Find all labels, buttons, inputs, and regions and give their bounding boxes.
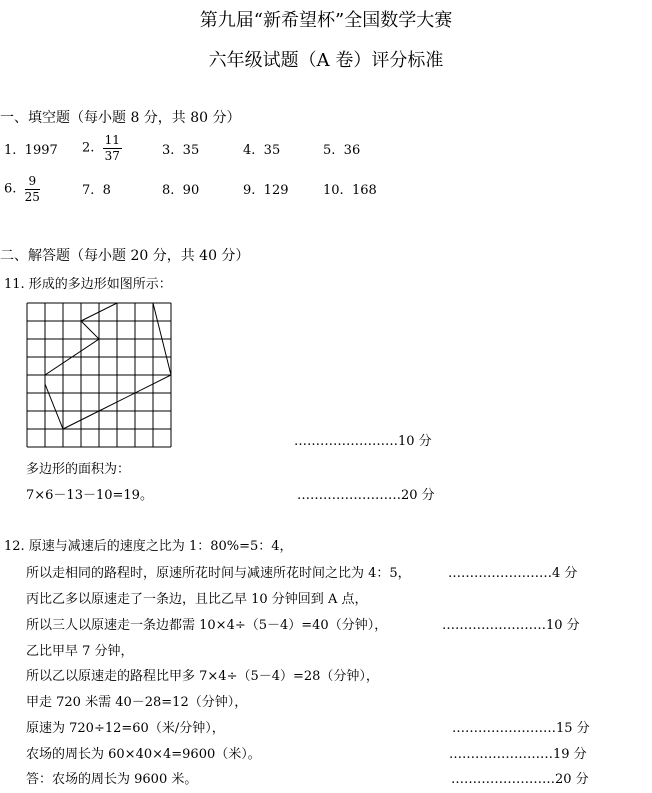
- q12-score: ……………………19 分: [449, 747, 587, 762]
- q12-line: 丙比乙多以原速走了一条边，且比乙早 10 分钟回到 A 点，: [26, 592, 368, 607]
- q12-score: ……………………20 分: [451, 772, 589, 787]
- answer-6: 6. $\frac{9}{25}$: [4, 174, 40, 204]
- answer-4: 4. 35: [243, 143, 281, 158]
- answer-2: 2. $\frac{11}{37}$: [82, 133, 120, 163]
- answer-3: 3. 35: [162, 143, 200, 158]
- section1-heading: 一、填空题（每小题 8 分，共 80 分）: [0, 110, 241, 126]
- q12-line: 所以三人以原速走一条边都需 10×4÷（5－4）=40（分钟），: [26, 618, 388, 633]
- q12-line: 农场的周长为 60×40×4=9600（米）。: [26, 747, 261, 762]
- q11-area-label: 多边形的面积为：: [26, 462, 131, 477]
- answer-10: 10. 168: [323, 183, 377, 198]
- q11-area-calc: 7×6－13－10=19。: [26, 488, 153, 503]
- page-subtitle: 六年级试题（A 卷）评分标准: [208, 50, 444, 71]
- q12-line: 所以乙以原速走的路程比甲多 7×4÷（5－4）=28（分钟），: [26, 669, 379, 684]
- q11-score-10: ……………………10 分: [294, 434, 432, 449]
- answer-8: 8. 90: [162, 183, 200, 198]
- section2-heading: 二、解答题（每小题 20 分，共 40 分）: [0, 248, 250, 264]
- polygon-shape: [45, 303, 171, 429]
- page-title: 第九届“新希望杯”全国数学大赛: [199, 10, 453, 31]
- q12-score: ……………………4 分: [448, 566, 578, 581]
- q12-line: 12. 原速与减速后的速度之比为 1：80%=5：4，: [4, 539, 293, 554]
- answer-9: 9. 129: [243, 183, 289, 198]
- q11-score-20: ……………………20 分: [297, 488, 435, 503]
- answer-1: 1. 1997: [4, 143, 58, 158]
- q11-prompt: 11. 形成的多边形如图所示：: [4, 277, 172, 292]
- q12-line: 答：农场的周长为 9600 米。: [26, 772, 198, 787]
- q12-line: 所以走相同的路程时，原速所花时间与减速所花时间之比为 4：5，: [26, 566, 411, 581]
- q12-line: 乙比甲早 7 分钟，: [26, 644, 134, 659]
- fraction: $\frac{11}{37}$: [104, 133, 120, 163]
- answer-5: 5. 36: [323, 143, 361, 158]
- polygon-grid-figure: [26, 302, 174, 448]
- answer-7: 7. 8: [82, 183, 111, 198]
- q12-line: 原速为 720÷12=60（米/分钟），: [26, 721, 225, 736]
- q12-line: 甲走 720 米需 40－28=12（分钟），: [26, 695, 248, 710]
- q12-score: ……………………10 分: [442, 618, 580, 633]
- q12-score: ……………………15 分: [452, 721, 590, 736]
- fraction: $\frac{9}{25}$: [24, 174, 40, 204]
